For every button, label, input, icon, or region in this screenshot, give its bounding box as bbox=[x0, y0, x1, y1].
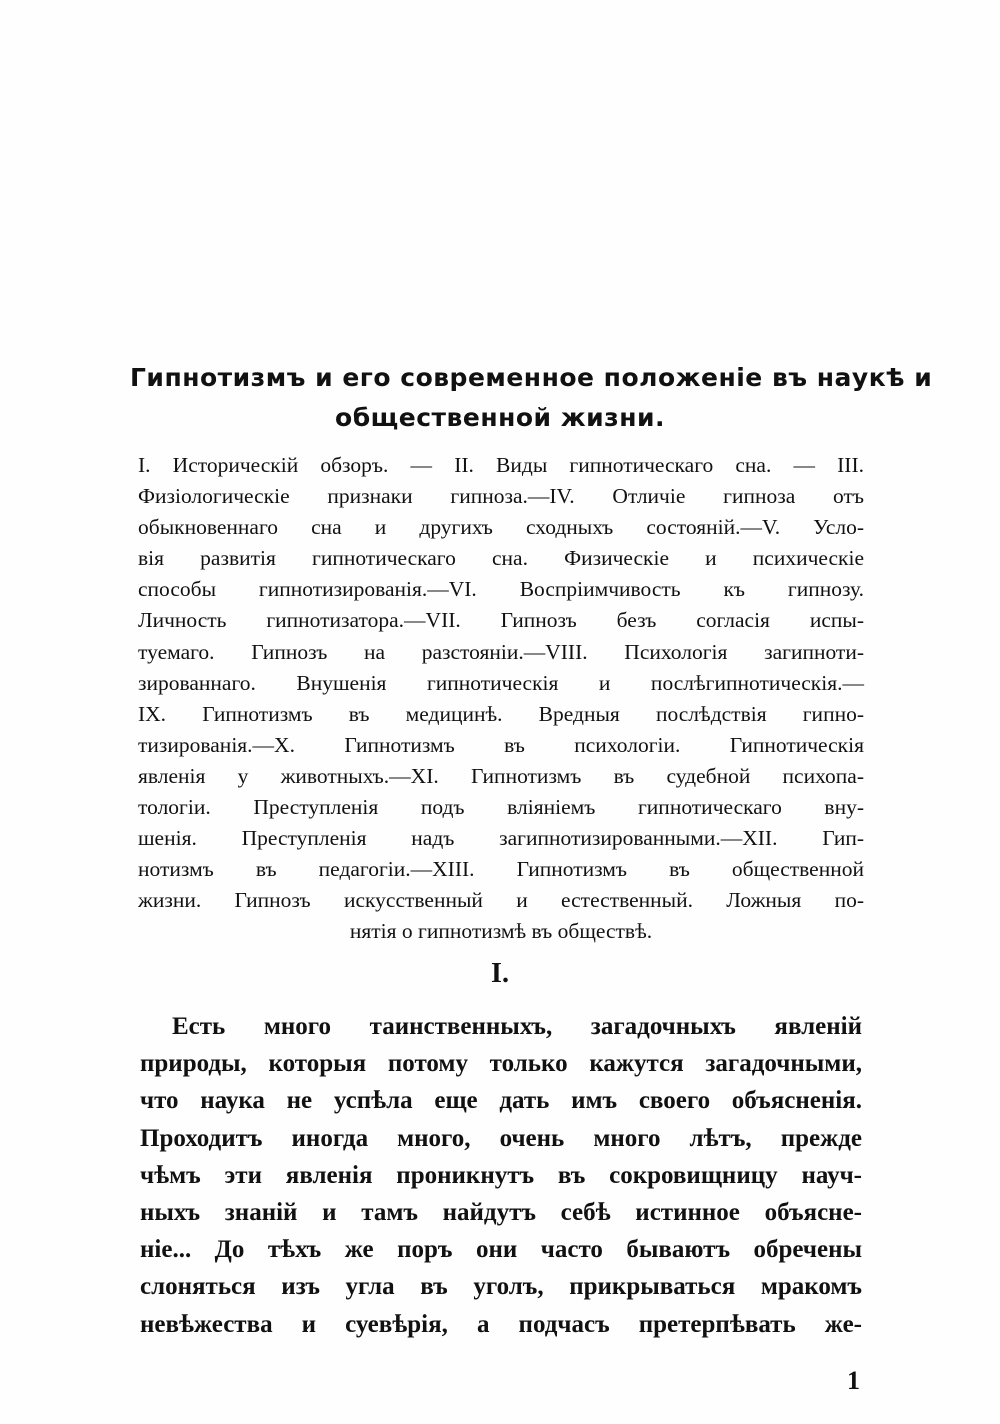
body-line: Проходитъ иногда много, очень много лѣтъ, прежде bbox=[140, 1124, 862, 1152]
body-line: Есть много таинственныхъ, загадочныхъ явленій bbox=[172, 1013, 862, 1040]
body-line: ніе... До тѣхъ же поръ они часто бываютъ обречены bbox=[140, 1236, 862, 1264]
body-line: невѣжества и суевѣрія, а подчасъ претерпѣвать же- bbox=[140, 1310, 862, 1338]
summary-line: зированнаго. Внушенія гипнотическія и послѣгипнотическія.— bbox=[138, 670, 864, 695]
body-paragraph bbox=[140, 1008, 862, 1343]
page-number: 1 bbox=[847, 1366, 860, 1395]
body-line: слоняться изъ угла въ уголъ, прикрываться мракомъ bbox=[140, 1273, 862, 1301]
title-line-2: общественной жизни. bbox=[335, 403, 665, 432]
page-title bbox=[130, 358, 933, 438]
chapter-summary bbox=[138, 450, 864, 948]
body-line: что наука не успѣла еще дать имъ своего объясненія. bbox=[140, 1087, 862, 1115]
summary-line: вія развитія гипнотическаго сна. Физическіе и психическіе bbox=[138, 546, 864, 571]
summary-line: I. Историческій обзоръ. — II. Виды гипнотическаго сна. — III. bbox=[138, 453, 864, 477]
summary-line: Личность гипнотизатора.—VII. Гипнозъ безъ согласія испы- bbox=[138, 608, 864, 633]
summary-line: явленія у животныхъ.—XI. Гипнотизмъ въ судебной психопа- bbox=[138, 763, 864, 788]
summary-line: тологіи. Преступленія подъ вліяніемъ гипнотическаго вну- bbox=[138, 795, 864, 820]
summary-line: нятія о гипнотизмѣ въ обществѣ. bbox=[349, 919, 653, 944]
summary-line: обыкновеннаго сна и другихъ сходныхъ состояній.—V. Усло- bbox=[138, 515, 864, 540]
summary-line: туемаго. Гипнозъ на разстояніи.—VIII. Психологія загипноти- bbox=[138, 639, 864, 664]
summary-line: шенія. Преступленія надъ загипнотизированными.—XII. Гип- bbox=[138, 826, 864, 851]
body-line: природы, которыя потому только кажутся загадочными, bbox=[140, 1050, 862, 1078]
body-line: чѣмъ эти явленія проникнутъ въ сокровищницу науч- bbox=[140, 1161, 862, 1189]
title-line-1: Гипнотизмъ и его современное положеніе въ наукѣ и bbox=[130, 363, 933, 392]
summary-line: IX. Гипнотизмъ въ медицинѣ. Вредныя послѣдствія гипно- bbox=[138, 701, 864, 726]
summary-line: нотизмъ въ педагогіи.—XIII. Гипнотизмъ въ общественной bbox=[138, 857, 864, 882]
summary-line: жизни. Гипнозъ искусственный и естественный. Ложныя по- bbox=[138, 888, 864, 913]
summary-line: тизированія.—X. Гипнотизмъ въ психологіи. Гипнотическія bbox=[138, 732, 864, 757]
summary-line: Физіологическіе признаки гипноза.—IV. Отличіе гипноза отъ bbox=[138, 484, 864, 509]
summary-line: способы гипнотизированія.—VI. Воспріимчивость къ гипнозу. bbox=[138, 577, 864, 602]
chapter-heading: I. bbox=[491, 958, 509, 989]
body-line: ныхъ знаній и тамъ найдутъ себѣ истинное объясне- bbox=[140, 1198, 862, 1226]
